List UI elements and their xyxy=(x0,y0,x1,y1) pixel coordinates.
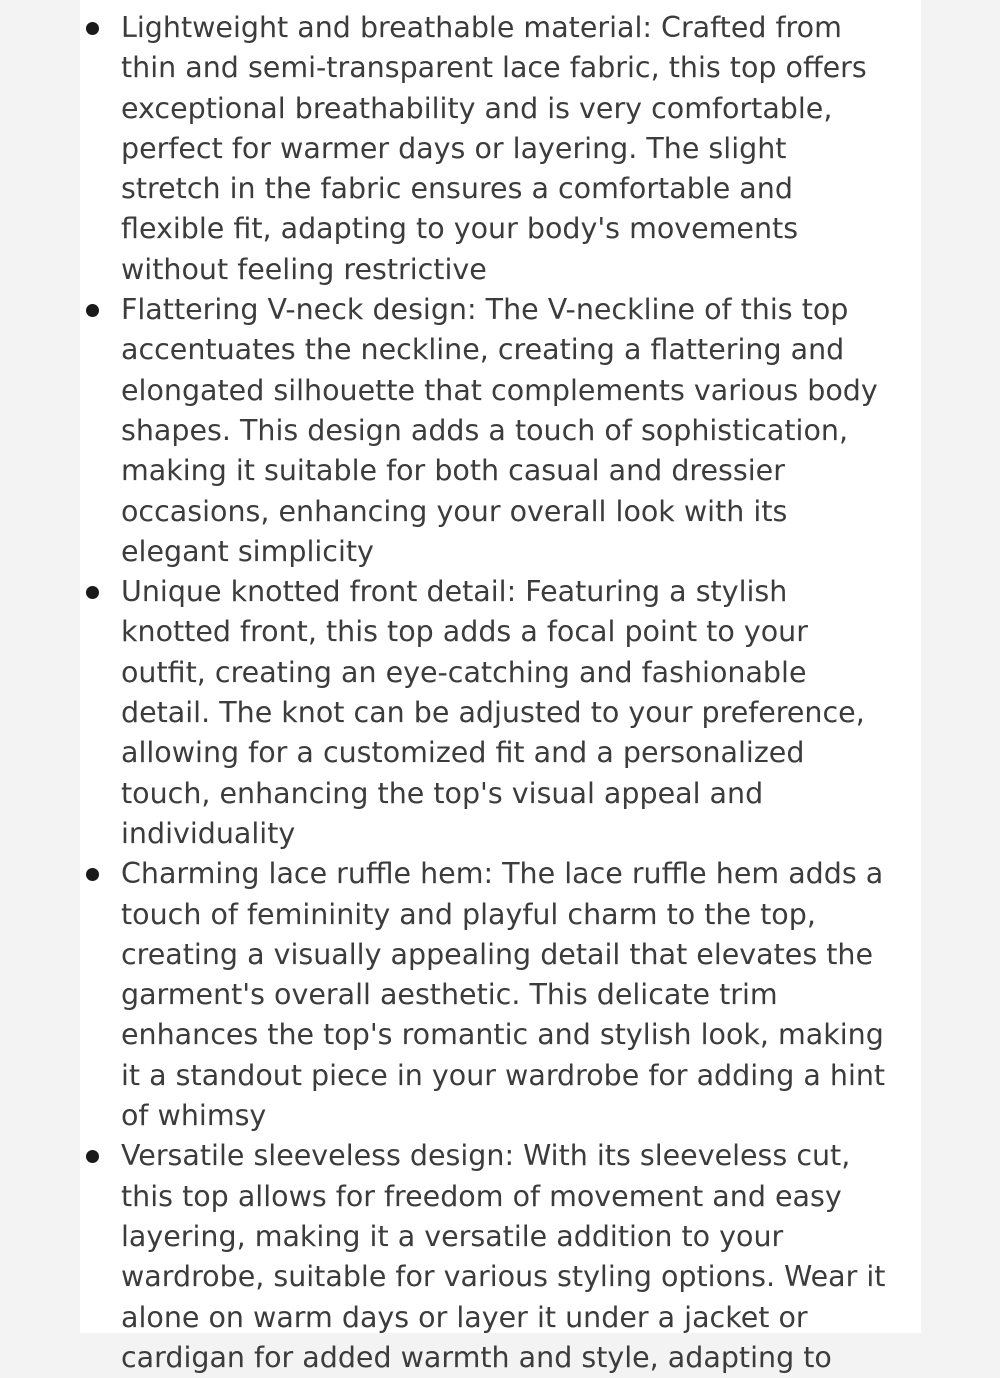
bullet-icon xyxy=(86,868,99,881)
bullet-icon xyxy=(86,22,99,35)
description-panel xyxy=(80,0,921,1374)
list-item xyxy=(80,854,921,1136)
feature-text: Charming lace ruffle hem: The lace ruffle hem adds a touch of femininity and playful charm to the top, creating a visually appealing detail that elevates the garment's overall aesthetic. This delicate trim enhances the top's romantic and stylish look, making it a standout piece in your wardrobe for adding a hint of whimsy xyxy=(121,857,886,1133)
list-item xyxy=(80,1136,921,1378)
feature-text: Versatile sleeveless design: With its sleeveless cut, this top allows for freedom of movement and easy layering, making it a versatile addition to your wardrobe, suitable for various styling options. Wear it alone on warm days or layer it under a jacket or cardigan for added warmth and style, adapting to xyxy=(121,1139,886,1374)
feature-text: Flattering V-neck design: The V-neckline of this top accentuates the neckline, creating a flattering and elongated silhouette that complements various body shapes. This design adds a touch of sophistication, making it suitable for both casual and dressier occasions, enhancing your overall look with its elegant simplicity xyxy=(121,293,878,568)
feature-text: Unique knotted front detail: Featuring a stylish knotted front, this top adds a focal point to your outfit, creating an eye-catching and fashionable detail. The knot can be adjusted to your preference, allowing for a customized fit and a personalized touch, enhancing the top's visual appeal and individuality xyxy=(121,575,865,850)
list-item xyxy=(80,8,921,290)
feature-list xyxy=(80,8,921,1378)
list-item xyxy=(80,572,921,854)
bullet-icon xyxy=(86,304,99,317)
bullet-icon xyxy=(86,586,99,599)
feature-text: Lightweight and breathable material: Crafted from thin and semi-transparent lace fabric, this top offers exceptional breathability and is very comfortable, perfect for warmer days or layering. The slight stretch in the fabric ensures a comfortable and flexible fit, adapting to your body's movements without feeling restrictive xyxy=(121,11,867,286)
bullet-icon xyxy=(86,1150,99,1163)
list-item xyxy=(80,290,921,572)
